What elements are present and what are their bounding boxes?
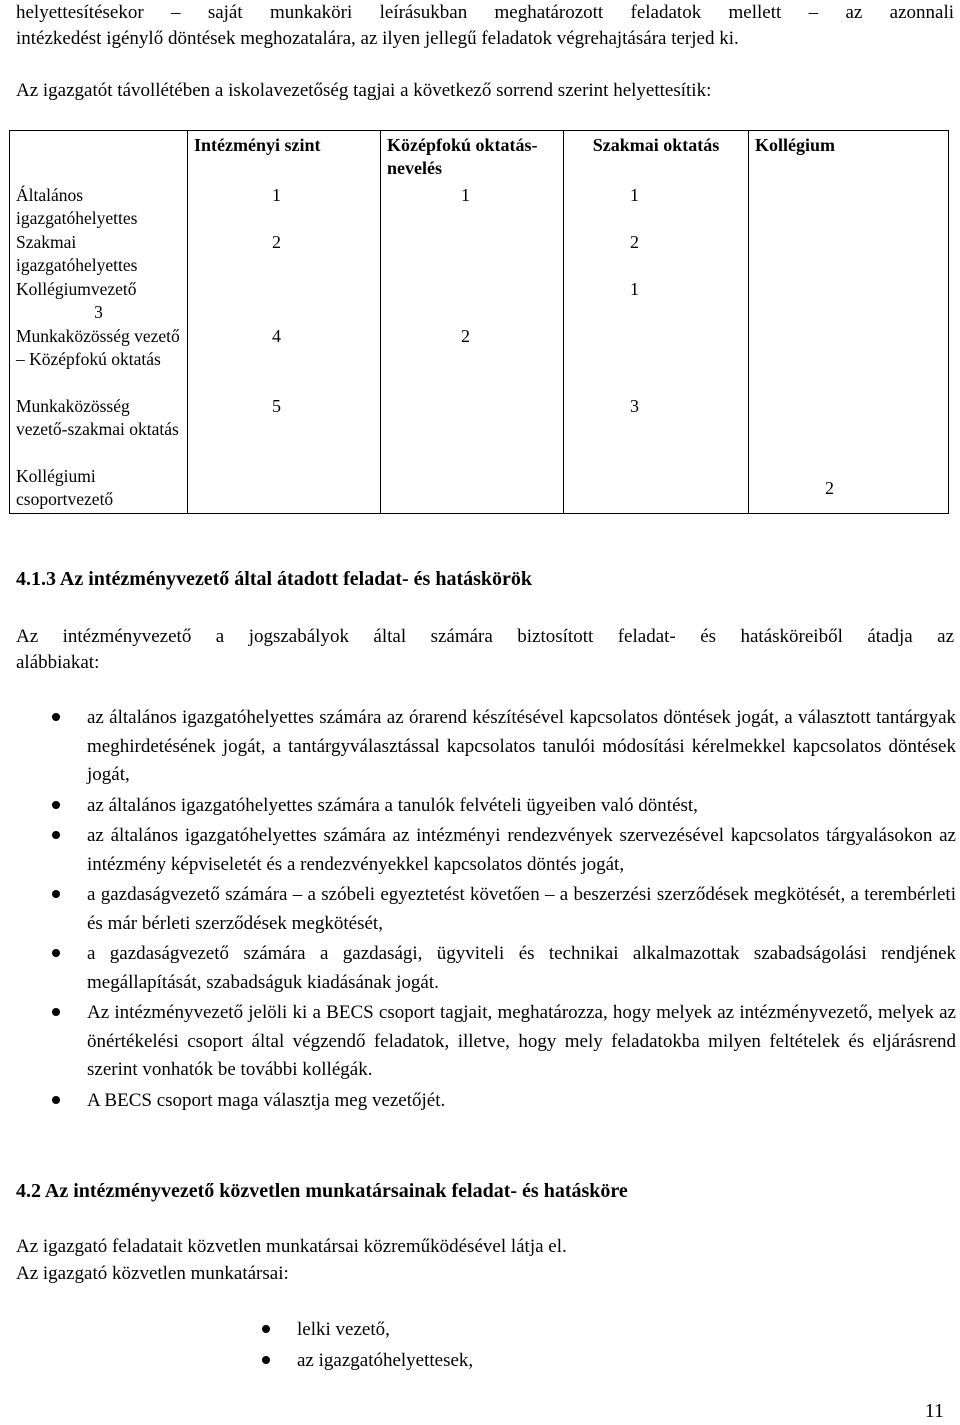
table-cell: 2	[749, 465, 949, 514]
list-item	[16, 940, 956, 997]
bullet-dot-icon	[262, 1325, 270, 1333]
table-cell	[381, 465, 564, 514]
row-label: Kollégiumvezető	[16, 278, 137, 299]
list-item-text: a gazdaságvezető számára a gazdasági, ügyviteli és technikai alkalmazottak szabadságolási rendjének megállapítását, szabadságuk kiadásának jogát.	[87, 943, 956, 993]
table-row	[10, 395, 949, 465]
section2-line-2: Az igazgató közvetlen munkatársai:	[16, 1263, 289, 1284]
bullet-dot-icon	[52, 801, 60, 809]
table-cell: 1	[564, 278, 749, 325]
list-item-text: lelki vezető,	[297, 1319, 390, 1340]
table-cell: 1	[564, 184, 749, 231]
list-item	[16, 881, 956, 938]
table-cell: 3	[564, 395, 749, 465]
table-cell	[564, 465, 749, 514]
table-cell: 1	[188, 184, 381, 231]
section-heading-4-2: 4.2 Az intézményvezető közvetlen munkatársainak feladat- és hatásköre	[16, 1180, 628, 1202]
section2-line-1: Az igazgató feladatait közvetlen munkatársai közreműködésével látja el.	[16, 1236, 567, 1257]
table-cell: 2	[564, 231, 749, 278]
list-item-text: A BECS csoport maga választja meg vezetőjét.	[87, 1089, 446, 1111]
table-cell	[749, 325, 949, 395]
list-item-text: az általános igazgatóhelyettes számára a tanulók felvételi ügyeiben való döntést,	[87, 794, 698, 816]
list-item-text: az általános igazgatóhelyettes számára az órarend készítésével kapcsolatos döntések jogát, a választott tantárgyak meghirdetésének jogát, a tantárgyválasztással kapcsolatos tanulói módosítási kérelmekkel kapcsolatos döntések jogát,	[87, 707, 956, 785]
list-item	[16, 1087, 956, 1116]
row-label: Munkaközösség vezető – Középfokú oktatás	[10, 325, 188, 395]
intro-line-2: intézkedést igénylő döntések meghozatalára, az ilyen jellegű feladatok végrehajtására terjed ki.	[16, 28, 739, 49]
row-label: Általános igazgatóhelyettes	[10, 184, 188, 231]
bullet-dot-icon	[52, 1008, 60, 1016]
intro-line-1: helyettesítésekor – saját munkaköri leírásukban meghatározott feladatok mellett – az azonnali	[16, 2, 954, 23]
row-label: Munkaközösség vezető-szakmai oktatás	[10, 395, 188, 465]
bullet-dot-icon	[52, 1096, 60, 1104]
section2-bullet-list	[226, 1316, 826, 1377]
bullet-dot-icon	[52, 831, 60, 839]
table-cell: 2	[381, 325, 564, 395]
table-cell	[188, 465, 381, 514]
list-item-text: a gazdaságvezető számára – a szóbeli egyeztetést követően – a beszerzési szerződések megkötését, a terembérleti és már bérleti szerződések megkötését,	[87, 884, 956, 934]
table-cell: 2	[188, 231, 381, 278]
list-item	[16, 704, 956, 790]
bullet-dot-icon	[52, 713, 60, 721]
table-cell	[564, 325, 749, 395]
row-label-number: 3	[94, 301, 103, 322]
list-item	[16, 792, 956, 821]
list-item	[16, 822, 956, 879]
table-header-cell: Szakmai oktatás	[564, 131, 749, 184]
substitution-table	[9, 130, 949, 514]
row-label: Szakmai igazgatóhelyettes	[10, 231, 188, 278]
table-cell	[749, 395, 949, 465]
table-cell: 1	[381, 184, 564, 231]
table-header-cell	[10, 131, 188, 184]
table-cell	[749, 278, 949, 325]
row-label: Kollégiumi csoportvezető	[10, 465, 188, 514]
list-item-text: az igazgatóhelyettesek,	[297, 1349, 474, 1371]
table-cell	[188, 278, 381, 325]
list-item	[226, 1347, 826, 1376]
bullet-dot-icon	[262, 1356, 270, 1364]
table-row	[10, 278, 949, 325]
table-header-cell: Intézményi szint	[188, 131, 381, 184]
section-heading-4-1-3: 4.1.3 Az intézményvezető által átadott feladat- és hatáskörök	[16, 568, 533, 590]
table-cell	[381, 278, 564, 325]
section1-paragraph-line-1: Az intézményvezető a jogszabályok által számára biztosított feladat- és hatásköreiből átadja az	[16, 626, 954, 647]
section1-bullet-list	[16, 704, 956, 1117]
intro-line-3: Az igazgatót távollétében a iskolavezetőség tagjai a következő sorrend szerint helyettesítik:	[16, 80, 712, 101]
table-cell	[381, 395, 564, 465]
list-item	[16, 999, 956, 1085]
table-cell	[749, 184, 949, 231]
list-item	[226, 1316, 826, 1345]
table-row	[10, 465, 949, 514]
table-row	[10, 231, 949, 278]
table-cell	[381, 231, 564, 278]
table-header-row	[10, 131, 949, 184]
table-cell: 5	[188, 395, 381, 465]
table-header-cell: Középfokú oktatás-nevelés	[381, 131, 564, 184]
list-item-text: az általános igazgatóhelyettes számára az intézményi rendezvények szervezésével kapcsolatos tárgyalásokon az intézmény képviseletét és a rendezvényekkel kapcsolatos döntés jogát,	[87, 825, 956, 875]
table-cell	[749, 231, 949, 278]
table-header-cell: Kollégium	[749, 131, 949, 184]
table-cell: 4	[188, 325, 381, 395]
list-item-text: Az intézményvezető jelöli ki a BECS csoport tagjait, meghatározza, hogy melyek az intézményvezető, melyek az önértékelési csoport által végzendő feladatok, illetve, hogy mely feladatokba milyen feltételek és eljárásrend szerint vonhatók be további kollégák.	[87, 1002, 956, 1080]
bullet-dot-icon	[52, 890, 60, 898]
table-row	[10, 184, 949, 231]
bullet-dot-icon	[52, 949, 60, 957]
page-number: 11	[924, 1400, 944, 1422]
table-row	[10, 325, 949, 395]
section1-paragraph-line-2: alábbiakat:	[16, 652, 100, 673]
row-label-cell	[10, 278, 188, 325]
